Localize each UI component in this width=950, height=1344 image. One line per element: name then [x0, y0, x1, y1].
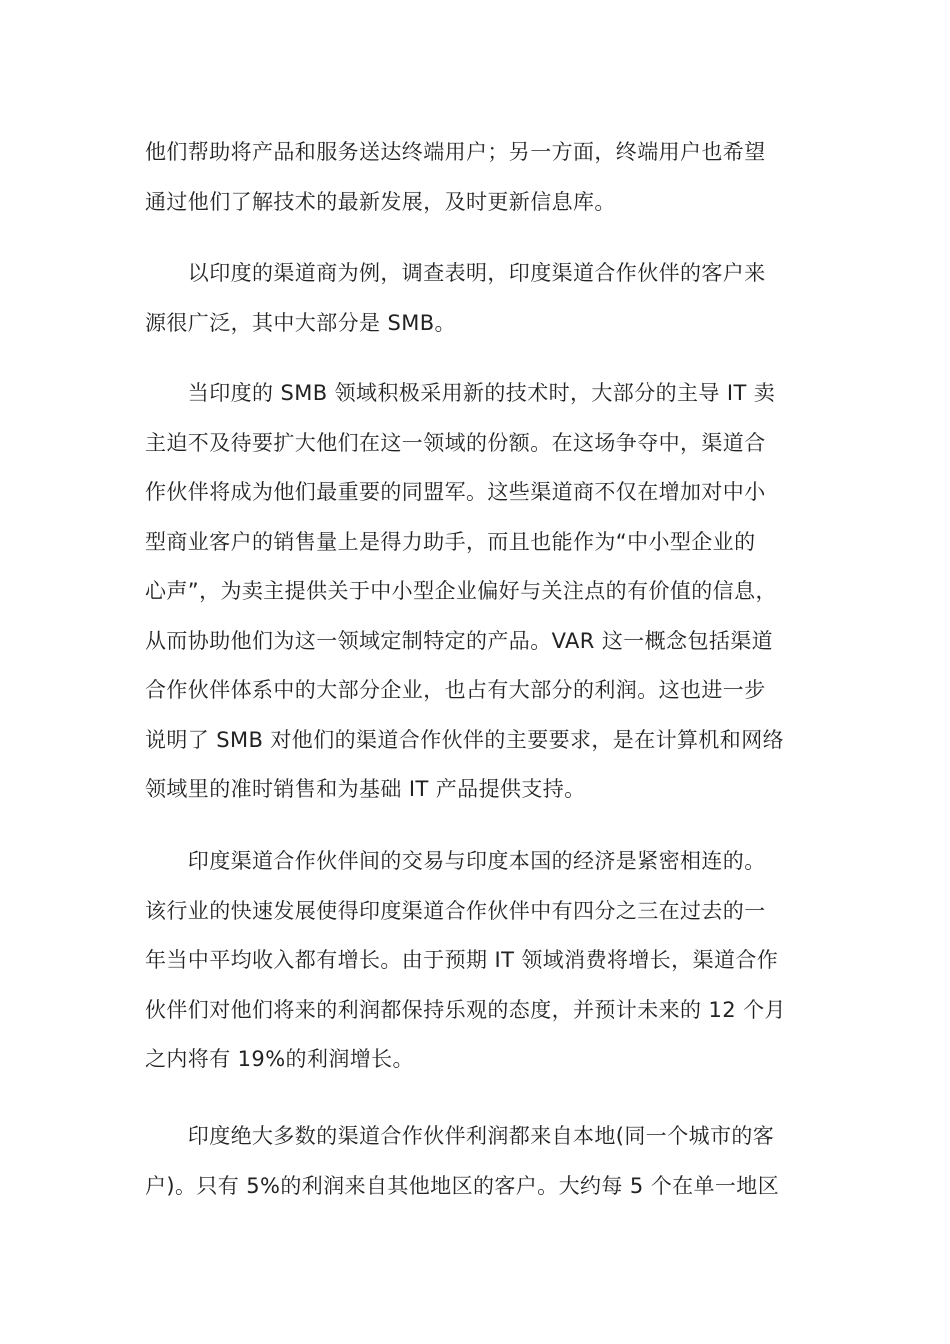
text-line: 通过他们了解技术的最新发展，及时更新信息库。: [145, 189, 616, 214]
text-line: 说明了 SMB 对他们的渠道合作伙伴的主要要求，是在计算机和网络: [145, 727, 785, 752]
text-line: 以印度的渠道商为例，调查表明，印度渠道合作伙伴的客户来: [145, 261, 766, 285]
text-line: 印度绝大多数的渠道合作伙伴利润都来自本地(同一个城市的客: [145, 1124, 775, 1148]
paragraph: [145, 249, 805, 348]
text-line: 伙伴们对他们将来的利润都保持乐观的态度，并预计未来的 12 个月: [145, 997, 786, 1022]
text-line: 主迫不及待要扩大他们在这一领域的份额。在这场争夺中，渠道合: [145, 430, 766, 455]
text-line: 心声”，为卖主提供关于中小型企业偏好与关注点的有价值的信息，: [145, 579, 777, 603]
text-line: 合作伙伴体系中的大部分企业，也占有大部分的利润。这也进一步: [145, 678, 766, 702]
text-line: 印度渠道合作伙伴间的交易与印度本国的经济是紧密相连的。: [145, 849, 766, 873]
text-line: 型商业客户的销售量上是得力助手，而且也能作为“中小型企业的: [145, 529, 756, 554]
text-line: 作伙伴将成为他们最重要的同盟军。这些渠道商不仅在增加对中小: [145, 480, 766, 504]
text-line: 户)。只有 5%的利润来自其他地区的客户。大约每 5 个在单一地区: [145, 1173, 780, 1198]
text-line: 年当中平均收入都有增长。由于预期 IT 领域消费将增长，渠道合作: [145, 948, 779, 972]
text-line: 从而协助他们为这一领域定制特定的产品。VAR 这一概念包括渠道: [145, 628, 774, 653]
paragraph: [145, 128, 805, 227]
text-line: 领域里的准时销售和为基础 IT 产品提供支持。: [145, 777, 586, 801]
text-line: 该行业的快速发展使得印度渠道合作伙伴中有四分之三在过去的一: [145, 898, 766, 923]
text-line: 源很广泛，其中大部分是 SMB。: [145, 310, 456, 335]
text-line: 之内将有 19%的利润增长。: [145, 1047, 414, 1071]
paragraph: [145, 837, 805, 1085]
text-line: 当印度的 SMB 领域积极采用新的技术时，大部分的主导 IT 卖: [145, 381, 776, 405]
text-line: 他们帮助将产品和服务送达终端用户；另一方面，终端用户也希望: [145, 140, 766, 164]
paragraph: [145, 1112, 805, 1211]
paragraph: [145, 369, 805, 815]
